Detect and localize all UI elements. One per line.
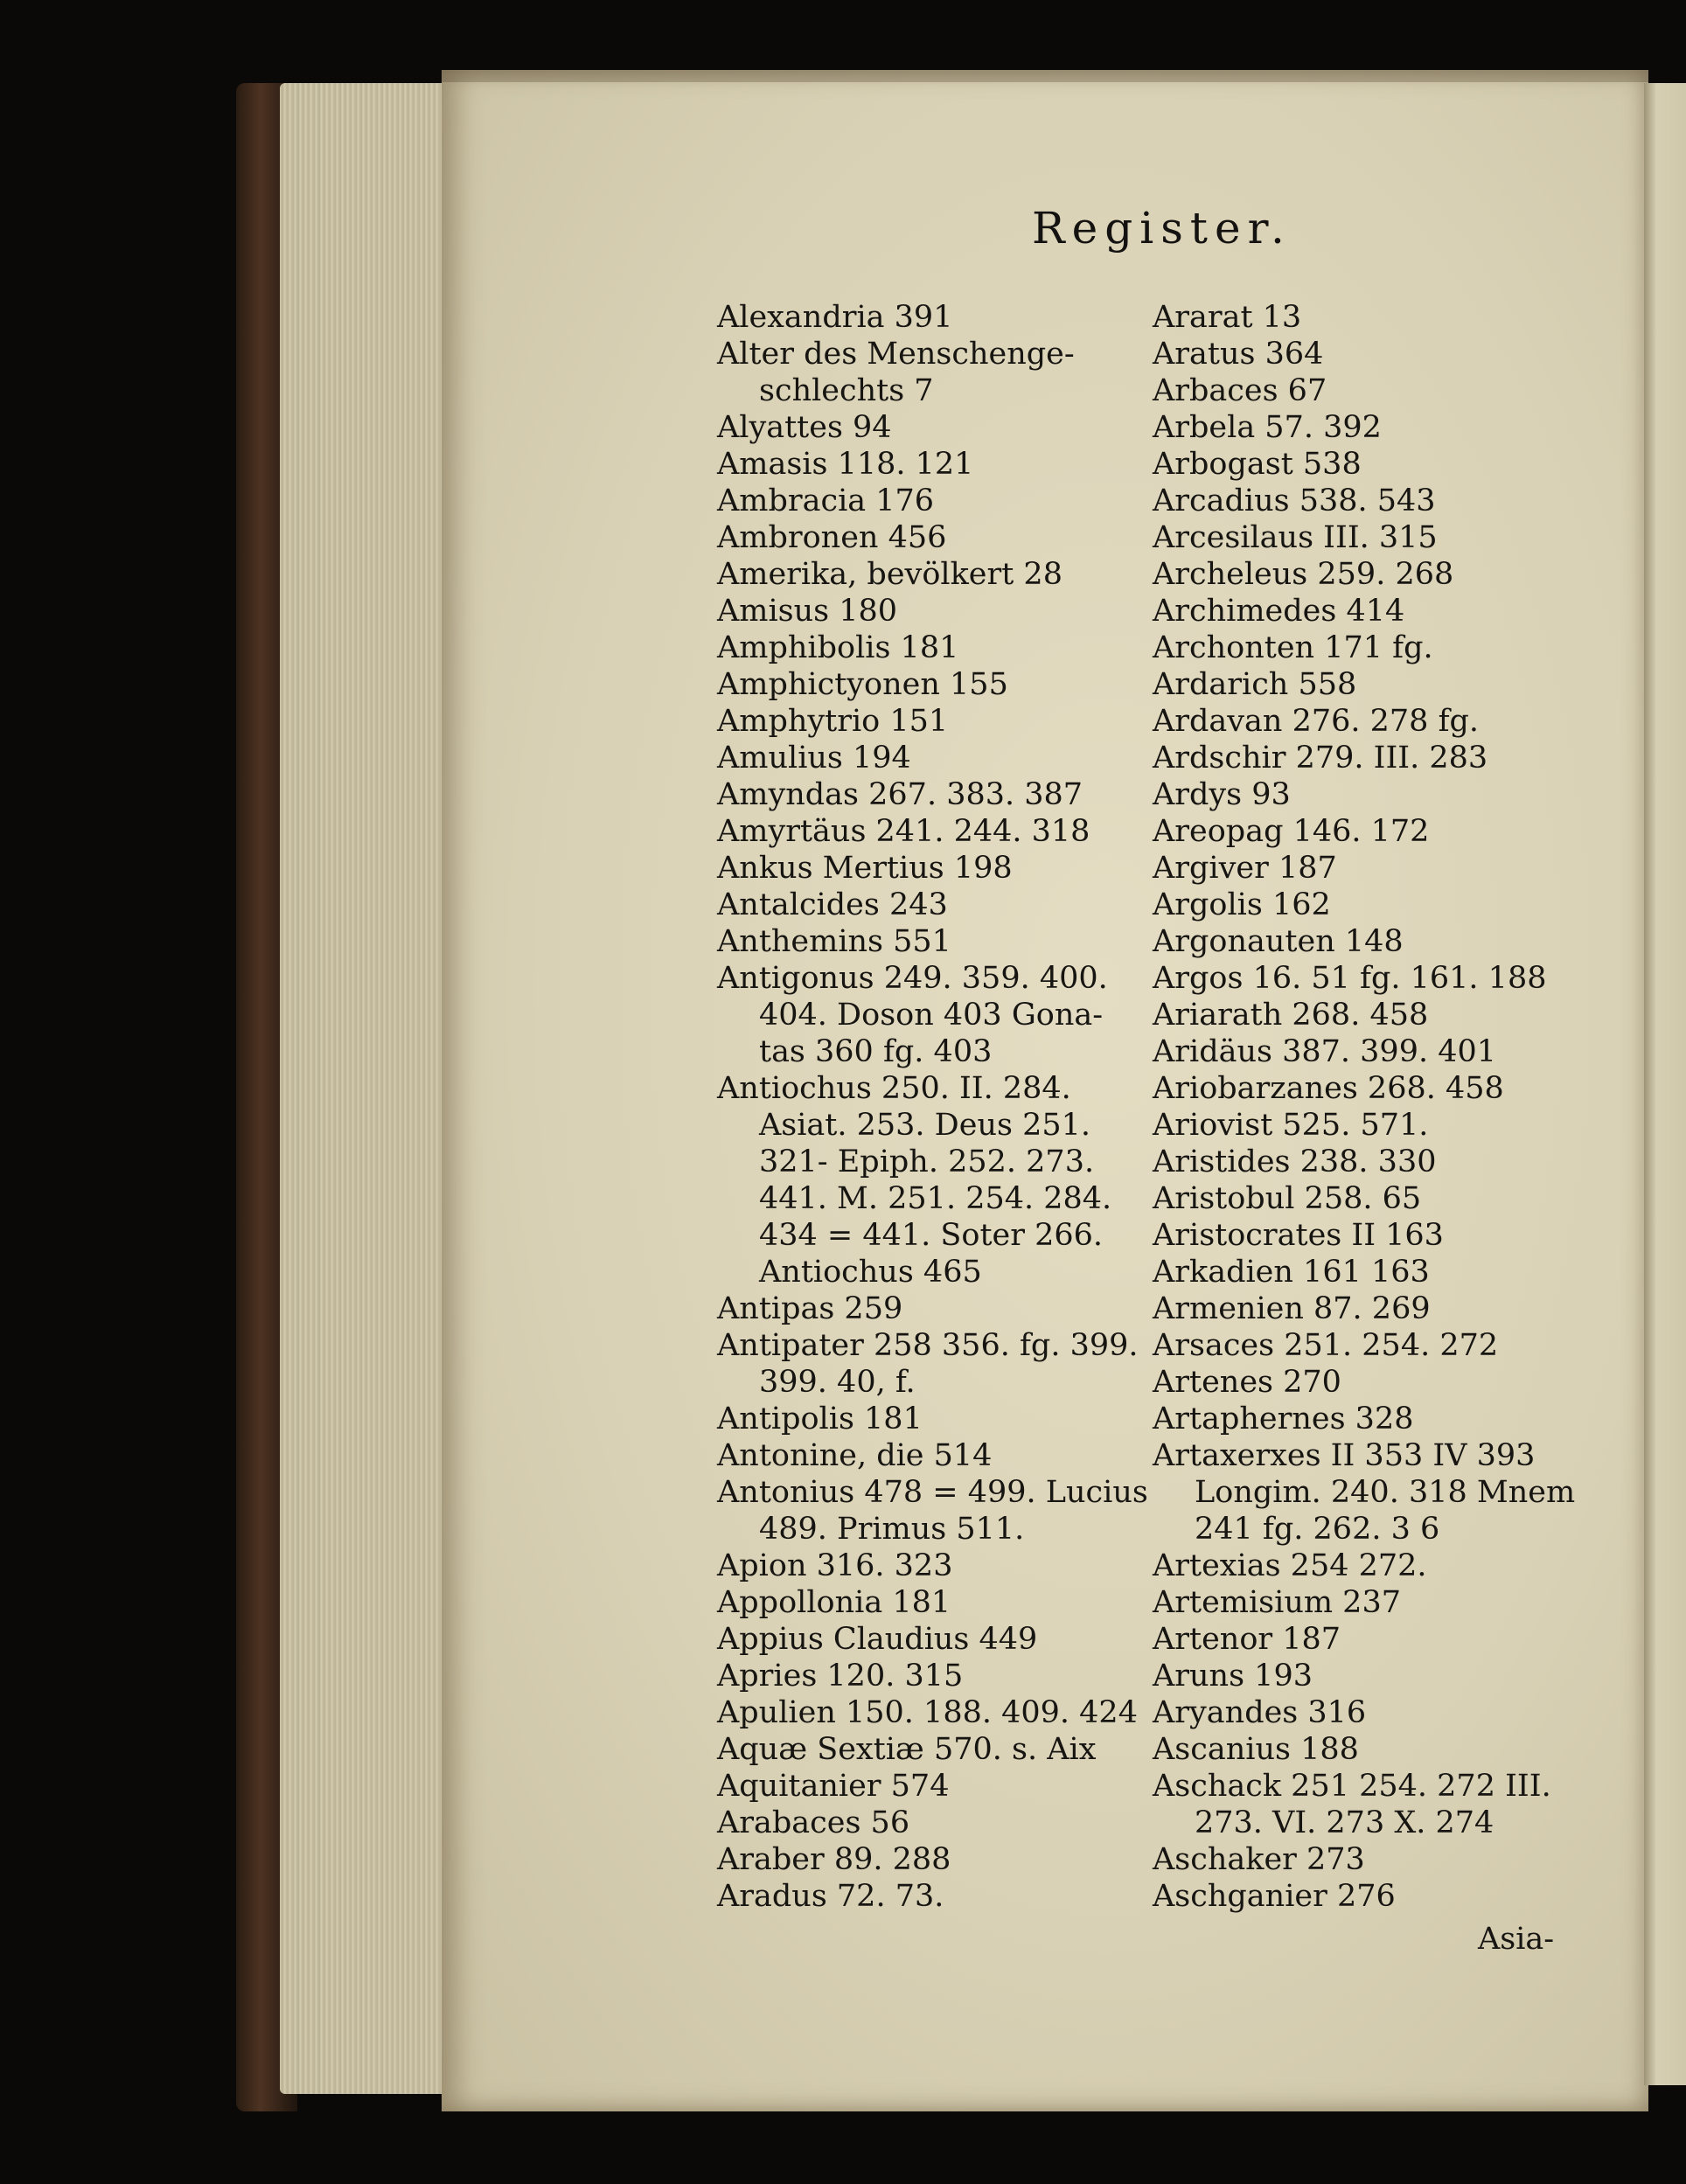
index-entry: Aschack 251 254. 272 III. — [1153, 1769, 1551, 1804]
index-entry: Antalcides 243 — [717, 887, 948, 922]
index-entry: Ardschir 279. III. 283 — [1153, 741, 1488, 776]
index-entry: Alter des Menschenge- — [717, 337, 1075, 372]
index-entry: Amyndas 267. 383. 387 — [717, 777, 1083, 812]
index-entry: Antipater 258 356. fg. 399. — [717, 1328, 1139, 1363]
index-column-left — [717, 299, 1148, 1915]
index-entry: 489. Primus 511. — [759, 1512, 1025, 1547]
index-entry: Apion 316. 323 — [717, 1548, 953, 1583]
index-entry: Ardys 93 — [1153, 777, 1291, 812]
running-head: Register. — [1032, 203, 1292, 254]
index-entry: Ararat 13 — [1153, 300, 1302, 335]
index-entry: Aquitanier 574 — [717, 1769, 950, 1804]
page-edges — [280, 83, 450, 2094]
index-entry: Archimedes 414 — [1153, 594, 1405, 629]
index-entry: Amphictyonen 155 — [717, 667, 1008, 702]
index-entry: Antipas 259 — [717, 1291, 903, 1326]
index-entry: Antonius 478 = 499. Lucius — [717, 1475, 1148, 1510]
index-entry: tas 360 fg. 403 — [759, 1034, 993, 1069]
index-entry: Armenien 87. 269 — [1153, 1291, 1431, 1326]
index-entry: Arbaces 67 — [1153, 373, 1327, 408]
index-entry: Ariarath 268. 458 — [1153, 998, 1429, 1033]
index-entry: Arbela 57. 392 — [1153, 410, 1382, 445]
index-entry: Amyrtäus 241. 244. 318 — [717, 814, 1090, 849]
index-entry: Ankus Mertius 198 — [717, 851, 1013, 886]
index-entry: schlechts 7 — [759, 373, 934, 408]
index-entry: Arkadien 161 163 — [1153, 1255, 1430, 1290]
index-entry: Amphibolis 181 — [717, 630, 959, 665]
index-entry: 399. 40, f. — [759, 1365, 916, 1400]
index-entry: Arcadius 538. 543 — [1153, 483, 1436, 518]
index-entry: Antipolis 181 — [717, 1402, 923, 1436]
index-entry: Ascanius 188 — [1153, 1732, 1359, 1767]
index-entry: Appius Claudius 449 — [717, 1622, 1038, 1657]
index-entry: Amphytrio 151 — [717, 704, 949, 739]
index-entry: Antiochus 250. II. 284. — [717, 1071, 1071, 1106]
index-entry: Ariovist 525. 571. — [1153, 1108, 1429, 1143]
index-entry: Aryandes 316 — [1153, 1695, 1367, 1730]
index-entry: Araber 89. 288 — [717, 1842, 951, 1877]
index-entry: Aristobul 258. 65 — [1153, 1181, 1422, 1216]
index-entry: Antigonus 249. 359. 400. — [717, 961, 1108, 996]
index-entry: Archonten 171 fg. — [1153, 630, 1433, 665]
index-entry: Antiochus 465 — [759, 1255, 982, 1290]
index-entry: Longim. 240. 318 Mnem — [1195, 1475, 1576, 1510]
index-entry: Amisus 180 — [717, 594, 898, 629]
index-entry: Aquæ Sextiæ 570. s. Aix — [717, 1732, 1097, 1767]
index-entry: Asiat. 253. Deus 251. — [759, 1108, 1091, 1143]
index-entry: Artenor 187 — [1153, 1622, 1341, 1657]
index-entry: Ariobarzanes 268. 458 — [1153, 1071, 1504, 1106]
index-entry: Arcesilaus III. 315 — [1153, 520, 1438, 555]
index-entry: Aschganier 276 — [1153, 1879, 1396, 1914]
index-entry: Antonine, die 514 — [717, 1438, 993, 1473]
catchword: Asia- — [1478, 1922, 1555, 1957]
index-entry: 273. VI. 273 X. 274 — [1195, 1805, 1494, 1840]
facing-page-edge — [1644, 83, 1686, 2085]
index-entry: Artexias 254 272. — [1153, 1548, 1427, 1583]
index-entry: Argiver 187 — [1153, 851, 1337, 886]
index-entry: Aschaker 273 — [1153, 1842, 1365, 1877]
index-entry: Aruns 193 — [1153, 1659, 1313, 1694]
index-entry: Alyattes 94 — [717, 410, 892, 445]
index-column-right — [1153, 299, 1576, 1915]
index-entry: Aristocrates II 163 — [1153, 1218, 1444, 1253]
index-entry: Apries 120. 315 — [717, 1659, 964, 1694]
index-entry: Arsaces 251. 254. 272 — [1153, 1328, 1499, 1363]
index-entry: Arbogast 538 — [1153, 447, 1362, 482]
index-entry: Ardarich 558 — [1153, 667, 1357, 702]
index-entry: Argonauten 148 — [1153, 924, 1404, 959]
index-entry: Alexandria 391 — [717, 300, 953, 335]
index-entry: Argolis 162 — [1153, 887, 1331, 922]
index-entry: Aradus 72. 73. — [717, 1879, 944, 1914]
index-entry: Amerika, bevölkert 28 — [717, 557, 1062, 592]
index-entry: Amasis 118. 121 — [717, 447, 974, 482]
index-entry: 321- Epiph. 252. 273. — [759, 1144, 1095, 1179]
index-entry: Artaphernes 328 — [1153, 1402, 1414, 1436]
index-entry: Appollonia 181 — [717, 1585, 951, 1620]
index-entry: Archeleus 259. 268 — [1153, 557, 1454, 592]
index-entry: Ambracia 176 — [717, 483, 935, 518]
index-entry: Argos 16. 51 fg. 161. 188 — [1153, 961, 1547, 996]
index-entry: Artaxerxes II 353 IV 393 — [1153, 1438, 1536, 1473]
index-entry: 434 = 441. Soter 266. — [759, 1218, 1104, 1253]
index-entry: Artenes 270 — [1153, 1365, 1341, 1400]
index-entry: Apulien 150. 188. 409. 424 — [717, 1695, 1138, 1730]
index-entry: Areopag 146. 172 — [1153, 814, 1430, 849]
index-entry: Ambronen 456 — [717, 520, 947, 555]
index-entry: Aristides 238. 330 — [1153, 1144, 1437, 1179]
index-entry: 404. Doson 403 Gona- — [759, 998, 1104, 1033]
index-entry: Aratus 364 — [1153, 337, 1324, 372]
index-entry: 441. M. 251. 254. 284. — [759, 1181, 1112, 1216]
index-entry: Amulius 194 — [717, 741, 911, 776]
page-top-shadow — [442, 70, 1648, 82]
index-entry: 241 fg. 262. 3 6 — [1195, 1512, 1440, 1547]
index-entry: Ardavan 276. 278 fg. — [1153, 704, 1480, 739]
index-entry: Artemisium 237 — [1153, 1585, 1401, 1620]
index-entry: Aridäus 387. 399. 401 — [1153, 1034, 1497, 1069]
index-entry: Arabaces 56 — [717, 1805, 910, 1840]
index-entry: Anthemins 551 — [717, 924, 951, 959]
